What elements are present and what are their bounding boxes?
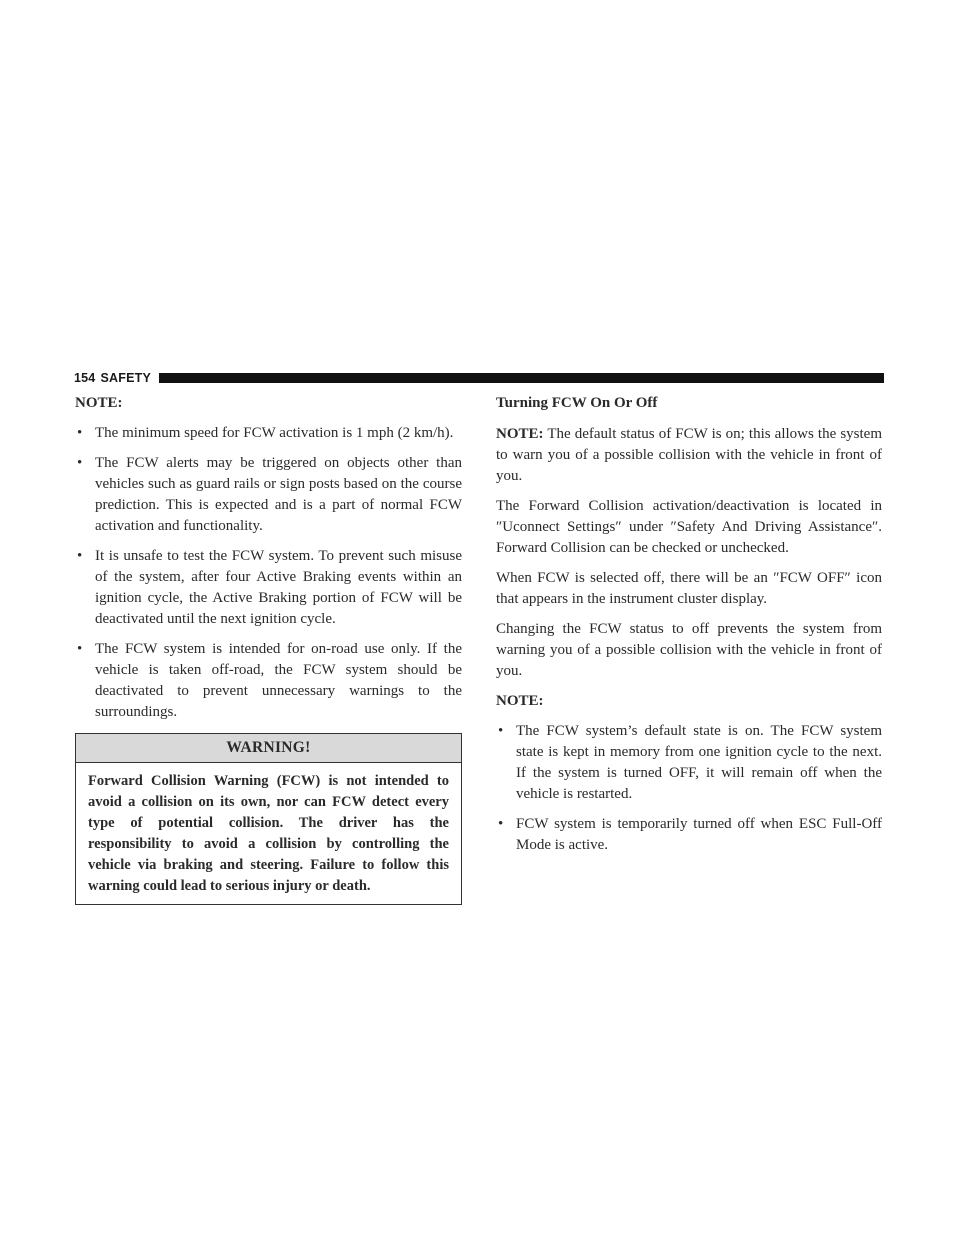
section-title: SAFETY: [100, 371, 151, 385]
list-item: • The FCW system is intended for on-road use only. If the vehicle is taken off-road, the FCW system should be deactivated to prevent unnecessary warnings to the surroundings.: [77, 641, 462, 720]
right-column: [496, 393, 882, 865]
page-header: [74, 371, 884, 385]
page-number: 154: [74, 371, 96, 385]
list-item: • FCW system is temporarily turned off when ESC Full-Off Mode is active.: [498, 816, 882, 853]
warning-box: [75, 733, 462, 905]
paragraph: When FCW is selected off, there will be an ″FCW OFF″ icon that appears in the instrument cluster display.: [496, 570, 882, 607]
list-item: • It is unsafe to test the FCW system. To prevent such misuse of the system, after four Active Braking events within an ignition cycle, the Active Braking portion of FCW will be deactivated until the next ignition cycle.: [77, 548, 462, 627]
note-bullet-list: [496, 721, 882, 856]
left-column: [75, 393, 462, 905]
note-heading: NOTE:: [75, 395, 123, 411]
warning-text: Forward Collision Warning (FCW) is not intended to avoid a collision on its own, nor can FCW detect every type of potential collision. The driver has the responsibility to avoid a collision by controlling the vehicle via braking and steering. Failure to follow this warning could lead to serious injury or death.: [88, 773, 449, 894]
list-item: • The FCW alerts may be triggered on objects other than vehicles such as guard rails or sign posts based on the course prediction. This is expected and is a part of normal FCW activation and functionality.: [77, 455, 462, 534]
bullet-icon: •: [498, 723, 504, 739]
intro-note-text: The default status of FCW is on; this allows the system to warn you of a possible collision with the vehicle in front of you.: [496, 426, 882, 484]
bullet-icon: •: [77, 548, 83, 564]
header-rule: [159, 373, 884, 383]
warning-title: WARNING!: [76, 734, 461, 763]
note-heading: NOTE:: [496, 693, 544, 709]
bullet-icon: •: [498, 816, 504, 832]
paragraph: The Forward Collision activation/deactivation is located in ″Uconnect Settings″ under ″Safety And Driving Assistance″. Forward Collision can be checked or unchecked.: [496, 498, 882, 556]
list-item: • The FCW system’s default state is on. The FCW system state is kept in memory from one ignition cycle to the next. If the system is turned OFF, it will remain off when the vehicle is restarted.: [498, 723, 882, 802]
intro-note: [496, 424, 882, 487]
bullet-icon: •: [77, 455, 83, 471]
paragraph: Changing the FCW status to off prevents the system from warning you of a possible collision with the vehicle in front of you.: [496, 621, 882, 679]
bullet-icon: •: [77, 641, 83, 657]
intro-note-label: NOTE:: [496, 426, 544, 442]
list-item: • The minimum speed for FCW activation is 1 mph (2 km/h).: [75, 423, 462, 444]
note-bullet-list: [75, 423, 462, 723]
bullet-icon: •: [77, 425, 83, 441]
section-heading: Turning FCW On Or Off: [496, 395, 658, 411]
